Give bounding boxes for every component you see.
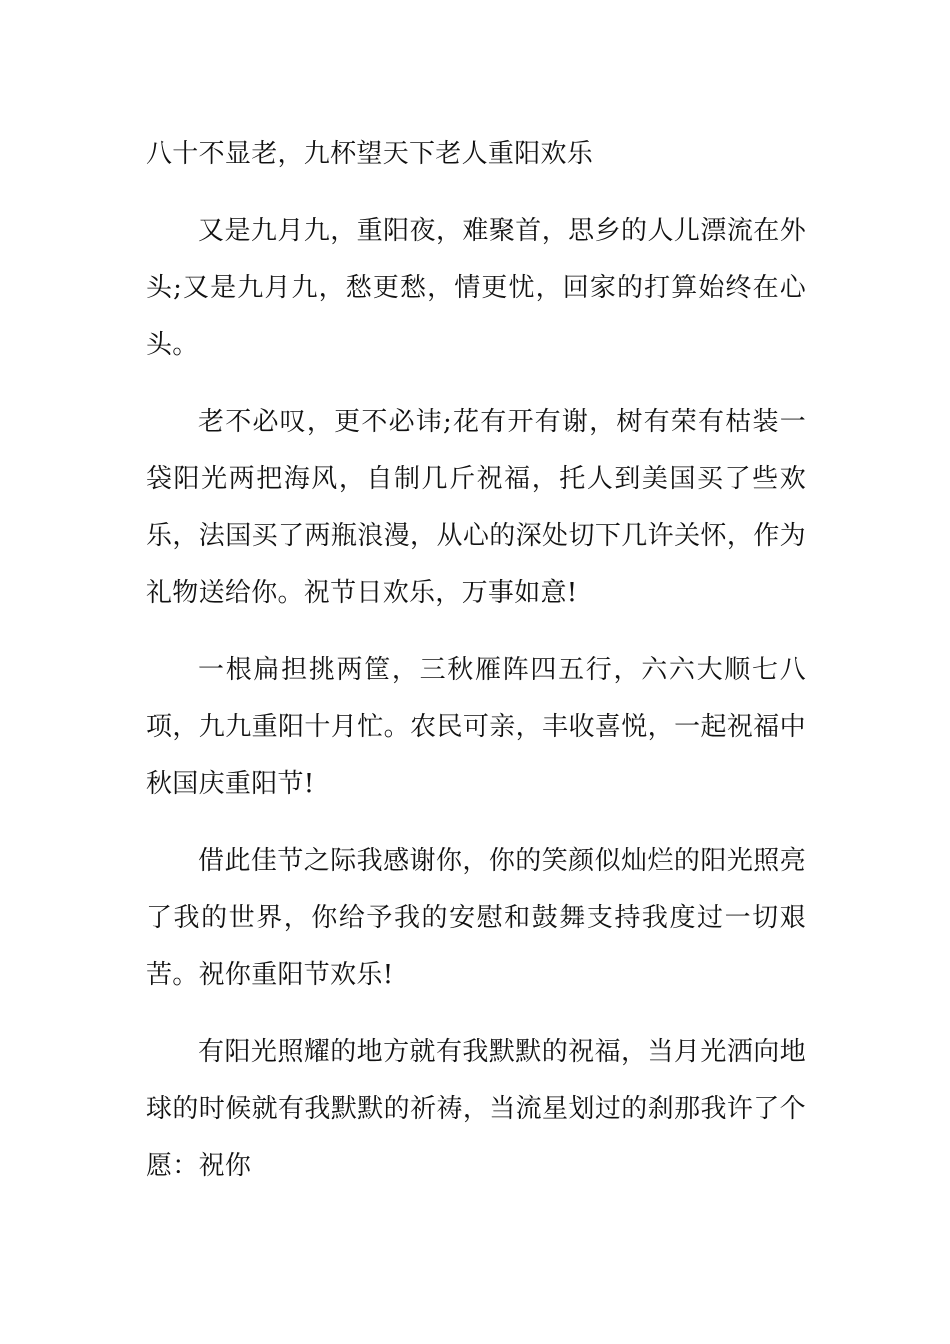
paragraph-4: 一根扁担挑两筐，三秋雁阵四五行，六六大顺七八项，九九重阳十月忙。农民可亲，丰收喜悦，一起祝福中秋国庆重阳节! — [146, 655, 806, 799]
paragraph-1: 八十不显老，九杯望天下老人重阳欢乐 — [146, 139, 594, 169]
paragraph-5: 借此佳节之际我感谢你，你的笑颜似灿烂的阳光照亮了我的世界，你给予我的安慰和鼓舞支持我度过一切艰苦。祝你重阳节欢乐! — [146, 846, 806, 990]
paragraph-2: 又是九月九，重阳夜，难聚首，思乡的人儿漂流在外头;又是九月九，愁更愁，情更忧，回家的打算始终在心头。 — [146, 216, 806, 360]
document-body — [146, 126, 806, 1215]
paragraph-6: 有阳光照耀的地方就有我默默的祝福，当月光洒向地球的时候就有我默默的祈祷，当流星划过的刹那我许了个愿：祝你 — [146, 1037, 806, 1181]
paragraph-3: 老不必叹，更不必讳;花有开有谢，树有荣有枯装一袋阳光两把海风，自制几斤祝福，托人到美国买了些欢乐，法国买了两瓶浪漫，从心的深处切下几许关怀，作为礼物送给你。祝节日欢乐，万事如意! — [146, 407, 806, 608]
